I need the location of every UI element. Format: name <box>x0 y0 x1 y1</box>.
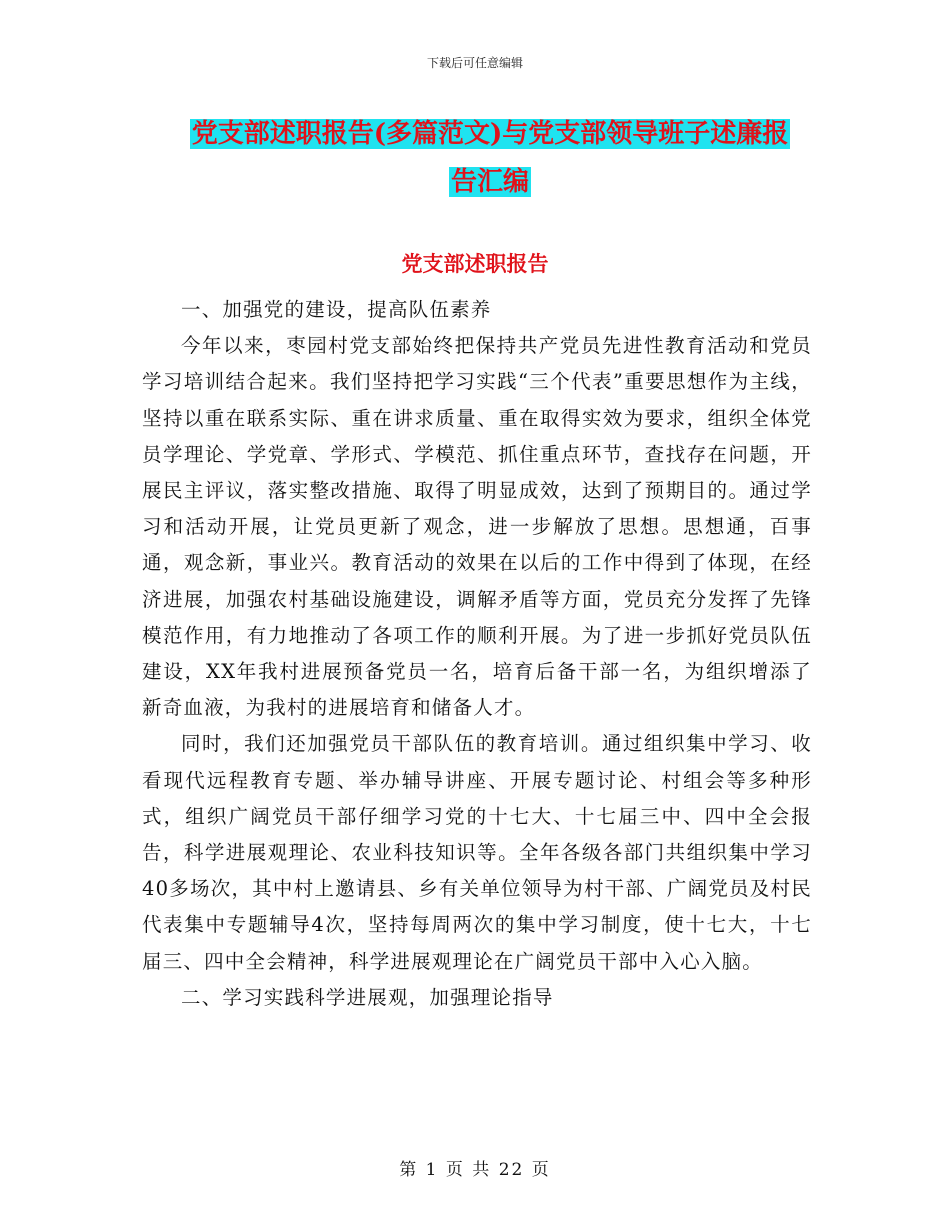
paragraph-heading-1: 一、加强党的建设，提高队伍素养 <box>181 298 492 321</box>
paragraph-heading-2: 二、学习实践科学进展观，加强理论指导 <box>181 985 554 1009</box>
page-number: 第 1 页 共 22 页 <box>399 1160 551 1180</box>
body-text <box>142 292 812 1016</box>
document-title <box>140 110 840 206</box>
header-note: 下载后可任意编辑 <box>426 56 523 70</box>
paragraph: 今年以来，枣园村党支部始终把保持共产党员先进性教育活动和党员学习培训结合起来。我们坚持把学习实践“三个代表”重要思想作为主线，坚持以重在联系实际、重在讲求质量、重在取得实效为要求，组织全体党员学理论、学党章、学形式、学模范、抓住重点环节，查找存在问题，开展民主评议，落实整改措施、取得了明显成效，达到了预期目的。通过学习和活动开展，让党员更新了观念，进一步解放了思想。思想通，百事通，观念新，事业兴。教育活动的效果在以后的工作中得到了体现，在经济进展，加强农村基础设施建设，调解矛盾等方面，党员充分发挥了先锋模范作用，有力地推动了各项工作的顺利开展。为了进一步抓好党员队伍建设，XX年我村进展预备党员一名，培育后备干部一名，为组织增添了新奇血液，为我村的进展培育和储备人才。 <box>142 334 812 720</box>
title-line-2: 告汇编 <box>450 167 529 197</box>
section-title: 党支部述职报告 <box>401 251 549 276</box>
paragraph: 同时，我们还加强党员干部队伍的教育培训。通过组织集中学习、收看现代远程教育专题、举办辅导讲座、开展专题讨论、村组会等多种形式，组织广阔党员干部仔细学习党的十七大、十七届三中、四中全会报告，科学进展观理论、农业科技知识等。全年各级各部门共组织集中学习40多场次，其中村上邀请县、乡有关单位领导为村干部、广阔党员及村民代表集中专题辅导4次，坚持每周两次的集中学习制度，使十七大，十七届三、四中全会精神，科学进展观理论在广阔党员干部中入心入脑。 <box>142 732 812 973</box>
title-line-1: 党支部述职报告(多篇范文)与党支部领导班子述廉报 <box>191 119 789 149</box>
